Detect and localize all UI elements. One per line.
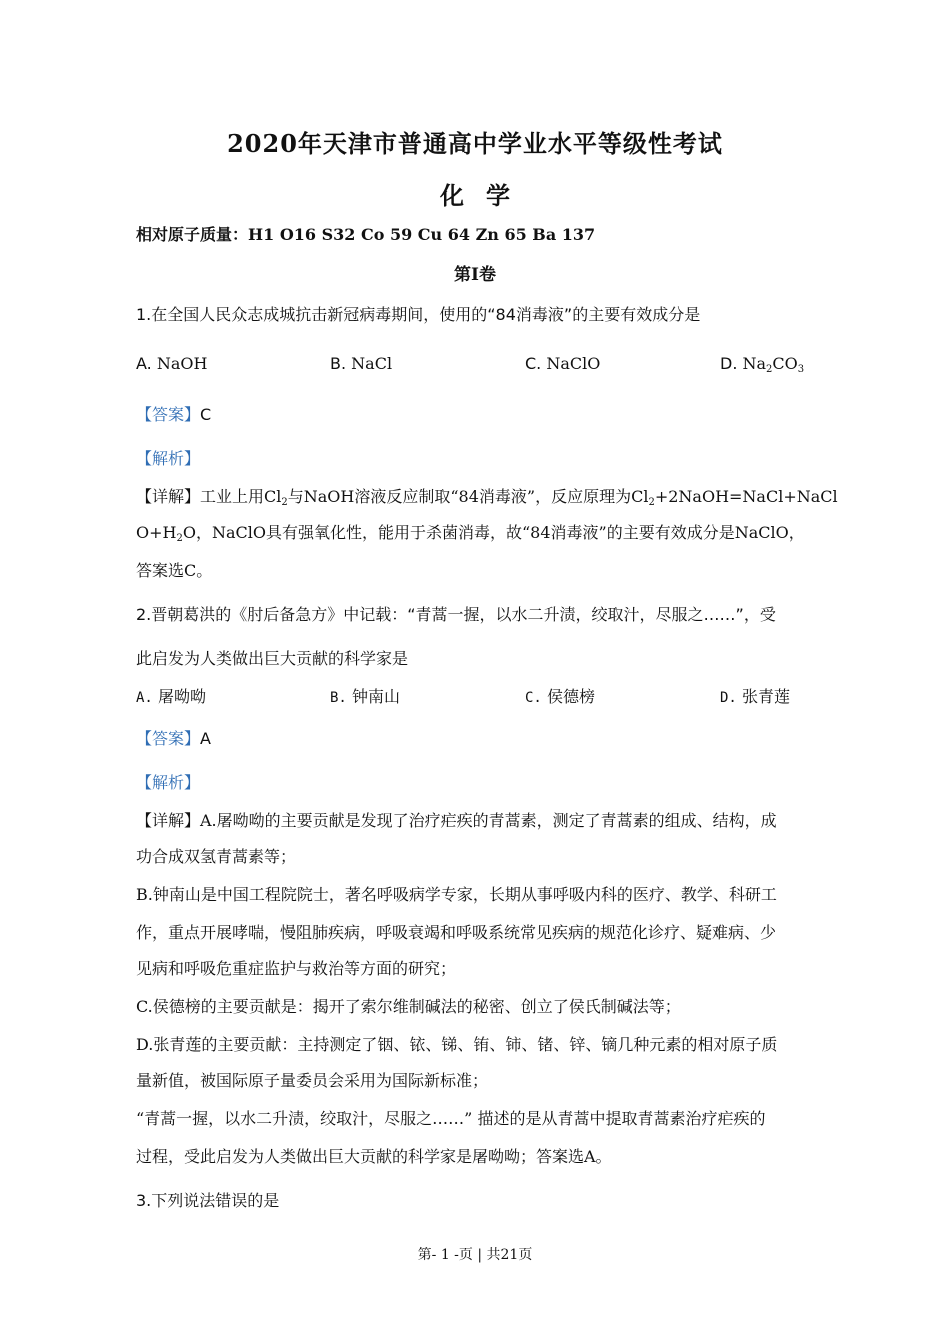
q2-answer	[136, 728, 211, 750]
q2-detail-line: 【详解】A.屠呦呦的主要贡献是发现了治疗疟疾的青蒿素，测定了青蒿素的组成、结构，成	[136, 811, 777, 830]
q2-option-d	[720, 684, 790, 707]
q1-option-b	[330, 354, 392, 373]
q2-detail-line: D.张青莲的主要贡献：主持测定了铟、铱、锑、铕、铈、锗、锌、镝几种元素的相对原子质	[136, 1035, 778, 1054]
q2-option-c	[525, 684, 595, 707]
option-text: 侯德榜	[546, 687, 595, 706]
subscript: 2	[281, 497, 288, 508]
answer-value: C	[200, 405, 212, 424]
text-span: 【详解】工业上用Cl	[136, 487, 282, 506]
q2-detail-line: B.钟南山是中国工程院院士，著名呼吸病学专家，长期从事呼吸内科的医疗、教学、科研工	[136, 885, 777, 904]
q2-option-b	[330, 684, 400, 707]
subscript: 3	[797, 364, 805, 375]
q1-analysis-tag: 【解析】	[136, 449, 201, 468]
q2-detail-line: 作，重点开展哮喘，慢阻肺疾病，呼吸衰竭和呼吸系统常见疾病的规范化诊疗、疑难病、少	[136, 923, 777, 942]
q2-detail-line: “青蒿一握，以水二升渍，绞取汁，尽服之……” 描述的是从青蒿中提取青蒿素治疗疟疾的	[136, 1109, 766, 1128]
option-text: CO	[772, 354, 798, 373]
text-span: +2NaOH=NaCl+NaCl	[654, 487, 838, 506]
q1-detail-line	[136, 486, 838, 508]
option-text: 屠呦呦	[157, 687, 206, 706]
option-text: 钟南山	[351, 687, 400, 706]
volume-label: 第I卷	[454, 265, 496, 285]
option-label: C.	[525, 690, 542, 706]
q1-option-d	[720, 354, 804, 373]
q2-option-a	[136, 684, 206, 707]
q2-detail-line: C.侯德榜的主要贡献是：揭开了索尔维制碱法的秘密、创立了侯氏制碱法等；	[136, 997, 681, 1016]
subscript: 2	[176, 533, 183, 544]
q2-detail-line: 量新值，被国际原子量委员会采用为国际新标准；	[136, 1071, 489, 1090]
q2-detail-line: 功合成双氢青蒿素等；	[136, 847, 297, 866]
subject-title: 化学	[440, 181, 532, 210]
option-text: NaOH	[156, 354, 208, 373]
option-label: C.	[525, 354, 542, 373]
q2-detail-line: 过程，受此启发为人类做出巨大贡献的科学家是屠呦呦；答案选A。	[136, 1147, 612, 1166]
subscript: 2	[648, 497, 655, 508]
q2-analysis-tag: 【解析】	[136, 773, 201, 792]
option-label: D.	[720, 354, 738, 373]
answer-value: A	[200, 729, 211, 748]
option-label: A.	[136, 690, 153, 706]
subscript: 2	[766, 364, 773, 375]
option-label: D.	[720, 690, 737, 706]
q2-stem-line2: 此启发为人类做出巨大贡献的科学家是	[136, 649, 409, 668]
exam-title: 2020年天津市普通高中学业水平等级性考试	[227, 129, 723, 158]
q2-detail-line: 见病和呼吸危重症监护与救治等方面的研究；	[136, 959, 457, 978]
option-text: NaClO	[546, 354, 601, 373]
q1-option-c	[525, 354, 600, 373]
q1-detail-line	[136, 522, 805, 544]
q2-stem-line1: 2.晋朝葛洪的《肘后备急方》中记载：“青蒿一握，以水二升渍，绞取汁，尽服之……”，受	[136, 605, 776, 624]
option-label: B.	[330, 690, 347, 706]
option-label: B.	[330, 354, 347, 373]
q1-detail-line: 答案选C。	[136, 561, 213, 580]
text-span: O，NaClO具有强氧化性，能用于杀菌消毒，故“84消毒液”的主要有效成分是NaClO，	[182, 523, 805, 542]
answer-tag: 【答案】	[136, 405, 201, 424]
q1-answer	[136, 404, 211, 426]
answer-tag: 【答案】	[136, 729, 201, 748]
text-span: 与NaOH溶液反应制取“84消毒液”，反应原理为Cl	[287, 487, 649, 506]
option-text: Na	[742, 354, 767, 373]
q3-stem: 3.下列说法错误的是	[136, 1191, 280, 1210]
text-span: O+H	[136, 523, 177, 542]
option-text: 张青莲	[741, 687, 790, 706]
q1-option-a	[136, 354, 207, 373]
page-footer: 第- 1 -页 | 共21页	[417, 1247, 533, 1263]
atomic-masses: 相对原子质量：H1 O16 S32 Co 59 Cu 64 Zn 65 Ba 137	[136, 225, 596, 244]
q1-stem: 1.在全国人民众志成城抗击新冠病毒期间，使用的“84消毒液”的主要有效成分是	[136, 305, 701, 324]
option-label: A.	[136, 354, 152, 373]
option-text: NaCl	[351, 354, 393, 373]
